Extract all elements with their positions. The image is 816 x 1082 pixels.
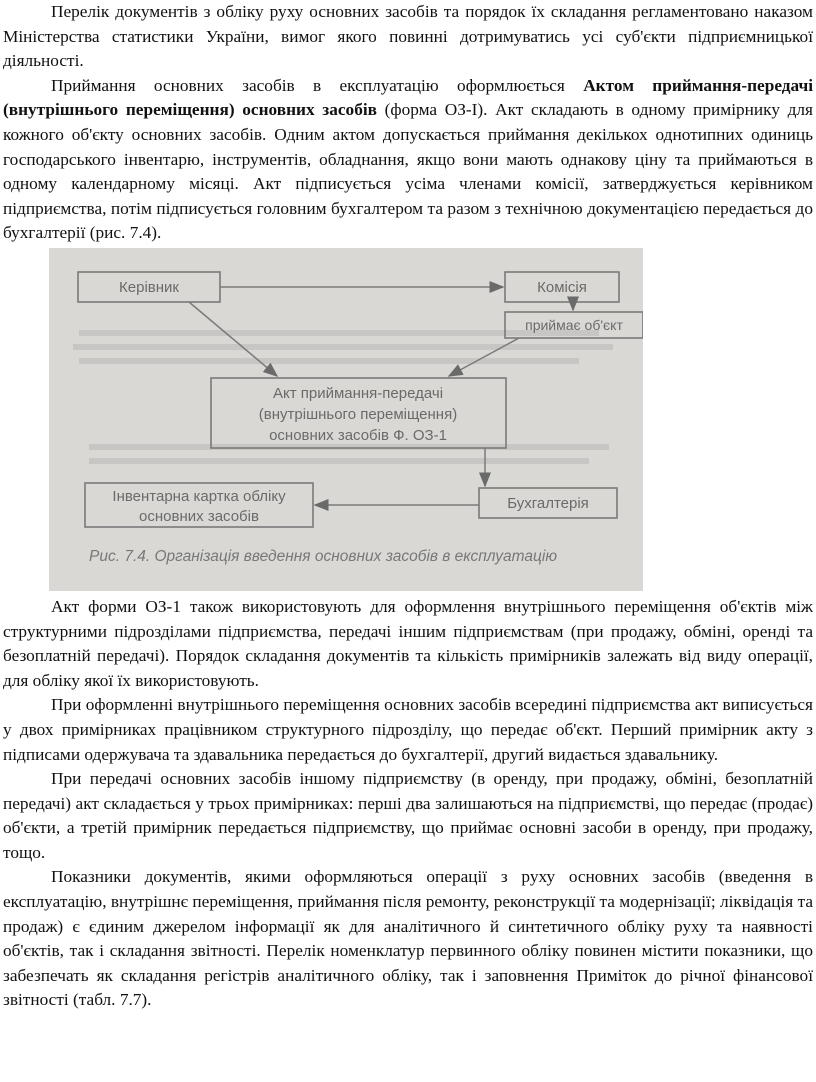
figure-7-4 (49, 248, 643, 591)
card-label-line1: Інвентарна картка обліку (112, 487, 286, 505)
accounting-label: Бухгалтерія (507, 494, 589, 512)
paragraph-5: При передачі основних засобів іншому підприємству (в оренду, при продажу, обміні, безоплатній передачі) акт складається у трьох примірниках: перші два залишаються на підприємстві, що передає (продає) об'єкти, а третій примірник передається підприємству, що приймає основні засоби в оренду, при продажу, тощо. (3, 769, 813, 862)
paragraph-3: Акт форми ОЗ-1 також використовують для оформлення внутрішнього переміщення об'єктів між структурними підрозділами підприємства, передачі іншим підприємствам (при продажу, обміні, оренді та безоплатній передачі). Порядок складання документів та кількість примірників залежать від виду операції, для обліку якої їх використовують. (3, 596, 813, 690)
arrow-director-act (189, 302, 277, 376)
commission-label: Комісія (537, 278, 587, 296)
act-label-line1: Акт приймання-передачі (272, 384, 444, 402)
paragraph-1: Перелік документів з обліку руху основних засобів та порядок їх складання регламентовано наказом Міністерства статистики України, вимог якого повинні дотримуватись усі суб'єкти підприємницької діяльності. (3, 2, 813, 71)
act-label-line3: основних засобів Ф. ОЗ-1 (269, 426, 447, 444)
director-label: Керівник (119, 278, 179, 296)
figure-caption: Рис. 7.4. Організація введення основних засобів в експлуатацію (89, 547, 557, 565)
act-label-line2: (внутрішнього переміщення) (258, 405, 458, 423)
document-page (3, 0, 813, 1013)
flow-diagram (49, 248, 643, 591)
paragraph-2 (3, 74, 813, 246)
paragraph-6: Показники документів, якими оформляються операції з руху основних засобів (введення в експлуатацію, внутрішнє переміщення, приймання після ремонту, реконструкції та модернізації; ліквідація та продаж) є єдиним джерелом інформації як для аналітичного й синтетичного обліку руху та наявності об'єктів, так і складання звітності. Перелік номенклатур первинного обліку повинен містити показники, що забезпечать як складання регістрів аналітичного обліку, так і заповнення Приміток до річної фінансової звітності (табл. 7.7). (3, 867, 813, 1010)
card-label-line2: основних засобів (139, 507, 259, 525)
paragraph-2-end: (форма ОЗ-І). Акт складають в одному примірнику для кожного об'єкту основних засобів. Одним актом допускається приймання декількох однотипних одиниць господарського інвентарю, інструментів, обладнання, якщо вони мають однакову ціну та приймаються в одному календарному місяці. Акт підписується усіма членами комісії, затверджується керівником підприємства, потім підписується головним бухгалтером та разом з технічною документацією передається до бухгалтерії (рис. 7.4). (3, 100, 813, 243)
arrow-accepts-act (449, 338, 519, 376)
act-form-title: Актом приймання-передачі (внутрішнього переміщення) основних засобів (3, 75, 814, 120)
paragraph-2-start: Приймання основних засобів в експлуатацію оформлюється (51, 75, 584, 95)
accepts-object-label: приймає об'єкт (525, 316, 623, 333)
paragraph-4: При оформленні внутрішнього переміщення основних засобів всередині підприємства акт виписується у двох примірниках працівником структурного підрозділу, що передає об'єкт. Перший примірник акту з підписами одержувача та здавальника передається до бухгалтерії, другий видається здавальнику. (3, 695, 813, 764)
